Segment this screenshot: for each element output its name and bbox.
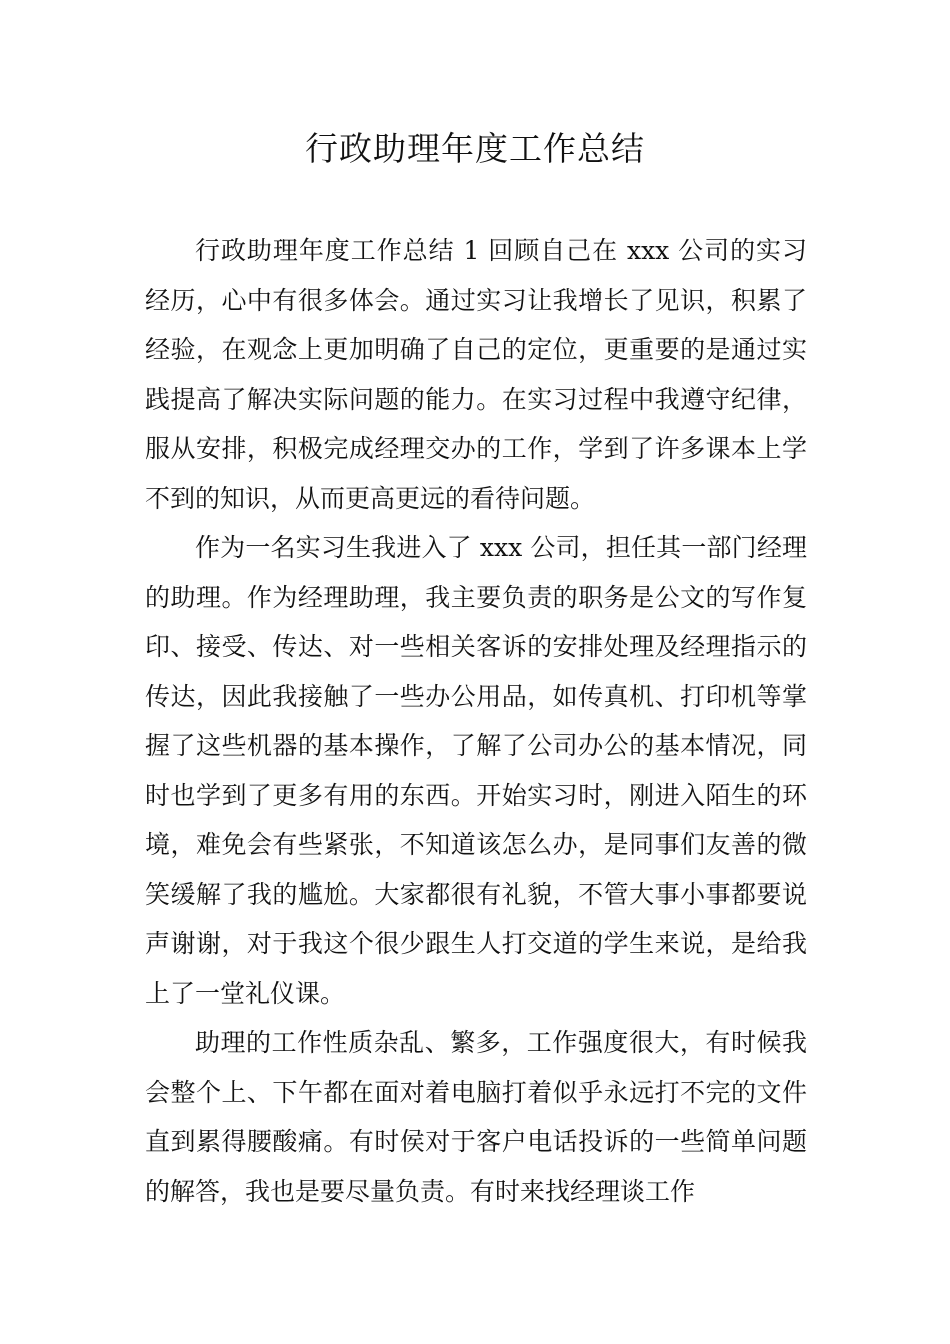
paragraph-1: 行政助理年度工作总结 1 回顾自己在 xxx 公司的实习经历，心中有很多体会。通过实习让我增长了见识，积累了经验，在观念上更加明确了自己的定位，更重要的是通过实践提高了解决实际问题的能力。在实习过程中我遵守纪律，服从安排，积极完成经理交办的工作，学到了许多课本上学不到的知识，从而更高更远的看待问题。 [145,236,807,513]
paragraph-3: 助理的工作性质杂乱、繁多，工作强度很大，有时候我会整个上、下午都在面对着电脑打着似乎永远打不完的文件直到累得腰酸痛。有时侯对于客户电话投诉的一些简单问题的解答，我也是要尽量负责。有时来找经理谈工作 [145,1028,807,1206]
document-body [145,226,807,1216]
document-title: 行政助理年度工作总结 [305,129,645,168]
paragraph-2: 作为一名实习生我进入了 xxx 公司，担任其一部门经理的助理。作为经理助理，我主要负责的职务是公文的写作复印、接受、传达、对一些相关客诉的安排处理及经理指示的传达，因此我接触了一些办公用品，如传真机、打印机等掌握了这些机器的基本操作，了解了公司办公的基本情况，同时也学到了更多有用的东西。开始实习时，刚进入陌生的环境，难免会有些紧张，不知道该怎么办，是同事们友善的微笑缓解了我的尴尬。大家都很有礼貌，不管大事小事都要说声谢谢，对于我这个很少跟生人打交道的学生来说，是给我上了一堂礼仪课。 [145,533,807,1008]
